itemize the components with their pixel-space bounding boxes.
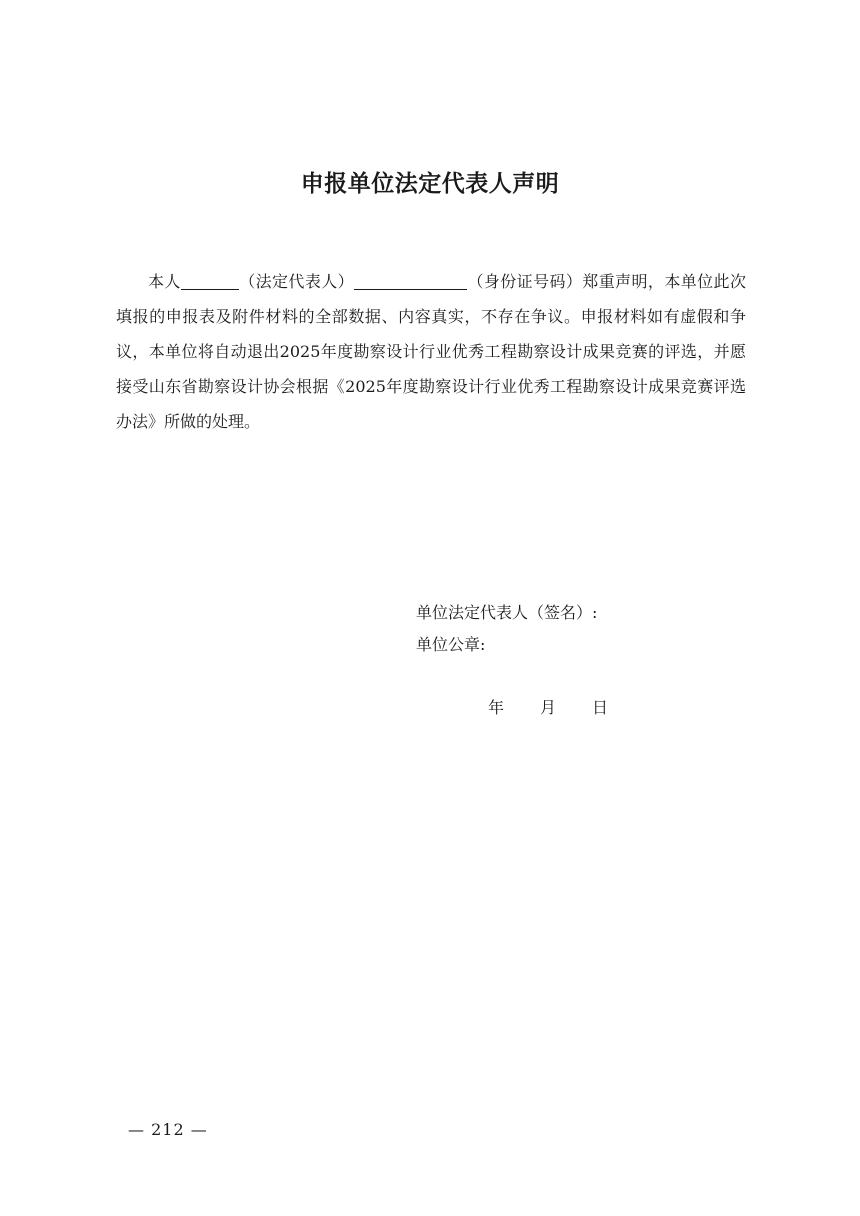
date-month-label: 月 (540, 698, 557, 717)
unit-seal-label: 单位公章: (416, 635, 486, 654)
declaration-text-main: （身份证号码）郑重声明，本单位此次填报的申报表及附件材料的全部数据、内容真实，不存在争议。申报材料如有虚假和争议，本单位将自动退出2025年度勘察设计行业优秀工程勘察设计成果竞赛的评选，并愿接受山东省勘察设计协会根据《2025年度勘察设计行业优秀工程勘察设计成果竞赛评选办法》所做的处理。 (116, 272, 746, 431)
document-title: 申报单位法定代表人声明 (300, 171, 560, 197)
declaration-text-role: （法定代表人） (238, 272, 355, 291)
date-day-label: 日 (592, 698, 609, 717)
date-year-label: 年 (488, 698, 505, 717)
page-number: — 212 — (128, 1120, 208, 1139)
declaration-paragraph (116, 264, 746, 439)
representative-signature-label: 单位法定代表人（签名）: (416, 603, 598, 622)
date-line (488, 692, 608, 724)
id-number-blank-line (354, 273, 467, 290)
declaration-text-start: 本人 (148, 272, 181, 291)
name-blank-line (181, 273, 239, 290)
declaration-body (116, 264, 746, 439)
